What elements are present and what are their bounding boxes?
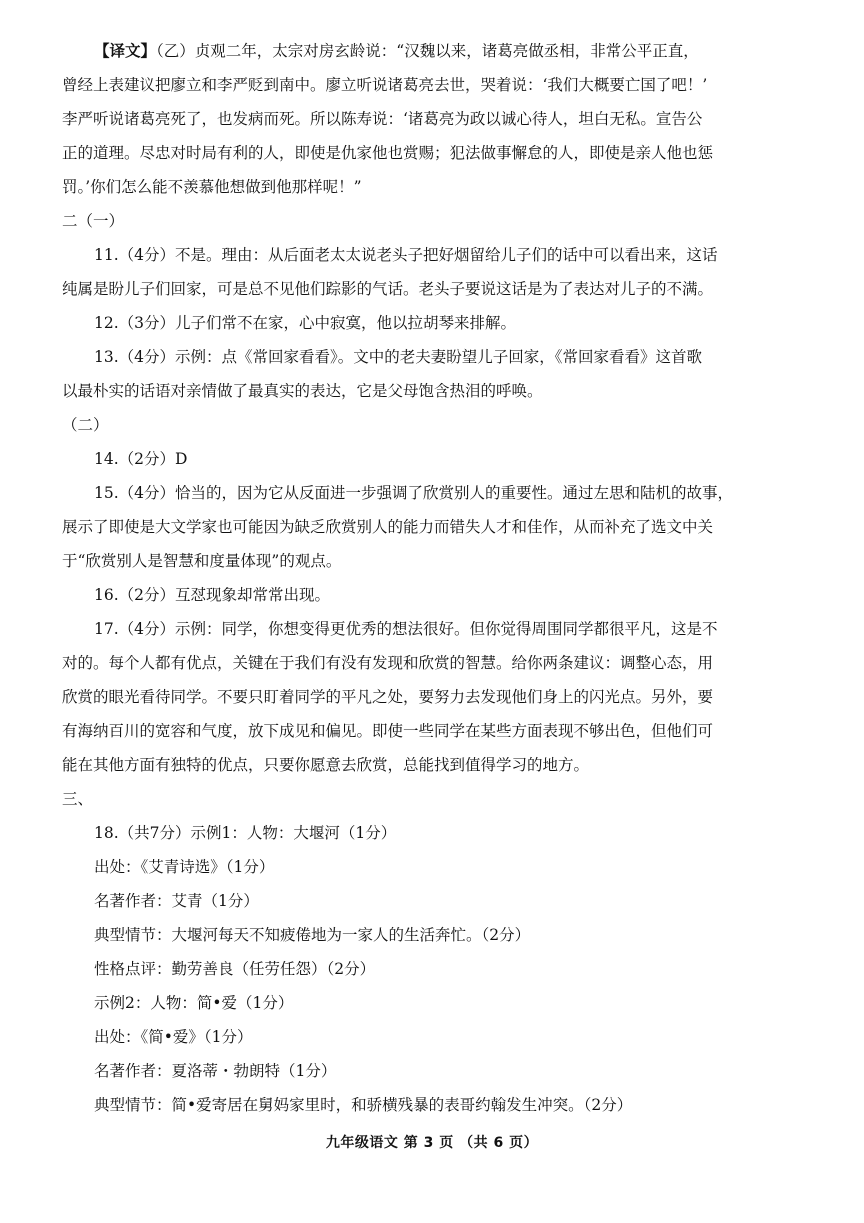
- answer-15-line: 于“欣赏别人是智慧和度量体现”的观点。: [62, 552, 342, 570]
- translation-line: 罚。’你们怎么能不羡慕他想做到他那样呢！”: [62, 178, 362, 196]
- translation-line: 李严听说诸葛亮死了，也发病而死。所以陈寿说：‘诸葛亮为政以诚心待人，坦白无私。宣告公: [62, 110, 703, 128]
- answer-11-line: 纯属是盼儿子们回家，可是总不见他们踪影的气话。老头子要说这话是为了表达对儿子的不满。: [62, 280, 714, 298]
- section-heading-2-2: （二）: [62, 416, 109, 434]
- answer-17-line: 17.（4分）示例：同学，你想变得更优秀的想法很好。但你觉得周围同学都很平凡，这是不: [94, 620, 718, 638]
- answer-17-line: 欣赏的眼光看待同学。不要只盯着同学的平凡之处，要努力去发现他们身上的闪光点。另外，要: [62, 688, 714, 706]
- answer-18-line: 出处：《简•爱》（1分）: [94, 1028, 253, 1046]
- answer-18-line: 名著作者：夏洛蒂・勃朗特（1分）: [94, 1062, 337, 1080]
- answer-18-line: 出处：《艾青诗选》（1分）: [94, 858, 275, 876]
- answer-13-line: 13.（4分）示例：点《常回家看看》。文中的老夫妻盼望儿子回家，《常回家看看》这首歌: [94, 348, 703, 366]
- answer-18-line: 典型情节：简•爱寄居在舅妈家里时，和骄横残暴的表哥约翰发生冲突。（2分）: [94, 1096, 633, 1114]
- answer-18-line: 典型情节：大堰河每天不知疲倦地为一家人的生活奔忙。（2分）: [94, 926, 531, 944]
- page-content: [62, 34, 814, 1122]
- answer-18-line: 18.（共7分）示例1：人物：大堰河（1分）: [94, 824, 397, 842]
- translation-line: 曾经上表建议把廖立和李严贬到南中。廖立听说诸葛亮去世，哭着说：‘我们大概要亡国了吧！’: [62, 76, 708, 94]
- answer-12-line: 12.（3分）儿子们常不在家，心中寂寞，他以拉胡琴来排解。: [94, 314, 517, 332]
- section-heading-2-1: 二（一）: [62, 212, 125, 230]
- answer-15-line: 15.（4分）恰当的，因为它从反面进一步强调了欣赏别人的重要性。通过左思和陆机的故事，: [94, 484, 734, 502]
- answer-14-line: 14.（2分）D: [94, 450, 188, 468]
- translation-line: [62, 34, 814, 68]
- answer-13-line: 以最朴实的话语对亲情做了最真实的表达，它是父母饱含热泪的呼唤。: [62, 382, 543, 400]
- answer-18-line: 性格点评：勤劳善良（任劳任怨）（2分）: [94, 960, 376, 978]
- translation-label: 【译文】: [94, 41, 157, 60]
- page-footer: 九年级语文 第 3 页 （共 6 页）: [325, 1135, 539, 1151]
- answer-17-line: 有海纳百川的宽容和气度，放下成见和偏见。即使一些同学在某些方面表现不够出色，但他们可: [62, 722, 714, 740]
- translation-line: 正的道理。尽忠对时局有利的人，即使是仇家他也赏赐；犯法做事懈怠的人，即使是亲人他也惩: [62, 144, 714, 162]
- section-heading-3: 三、: [62, 790, 94, 808]
- answer-18-line: 名著作者：艾青（1分）: [94, 892, 259, 910]
- answer-15-line: 展示了即使是大文学家也可能因为缺乏欣赏别人的能力而错失人才和佳作，从而补充了选文中关: [62, 518, 714, 536]
- answer-17-line: 对的。每个人都有优点，关键在于我们有没有发现和欣赏的智慧。给你两条建议：调整心态，用: [62, 654, 714, 672]
- translation-text: （乙）贞观二年，太宗对房玄龄说：“汉魏以来，诸葛亮做丞相，非常公平正直，: [156, 42, 699, 60]
- answer-11-line: 11.（4分）不是。理由：从后面老太太说老头子把好烟留给儿子们的话中可以看出来，这话: [94, 246, 718, 264]
- answer-16-line: 16.（2分）互怼现象却常常出现。: [94, 586, 331, 604]
- answer-17-line: 能在其他方面有独特的优点，只要你愿意去欣赏，总能找到值得学习的地方。: [62, 756, 590, 774]
- answer-18-line: 示例2：人物：简•爱（1分）: [94, 994, 294, 1012]
